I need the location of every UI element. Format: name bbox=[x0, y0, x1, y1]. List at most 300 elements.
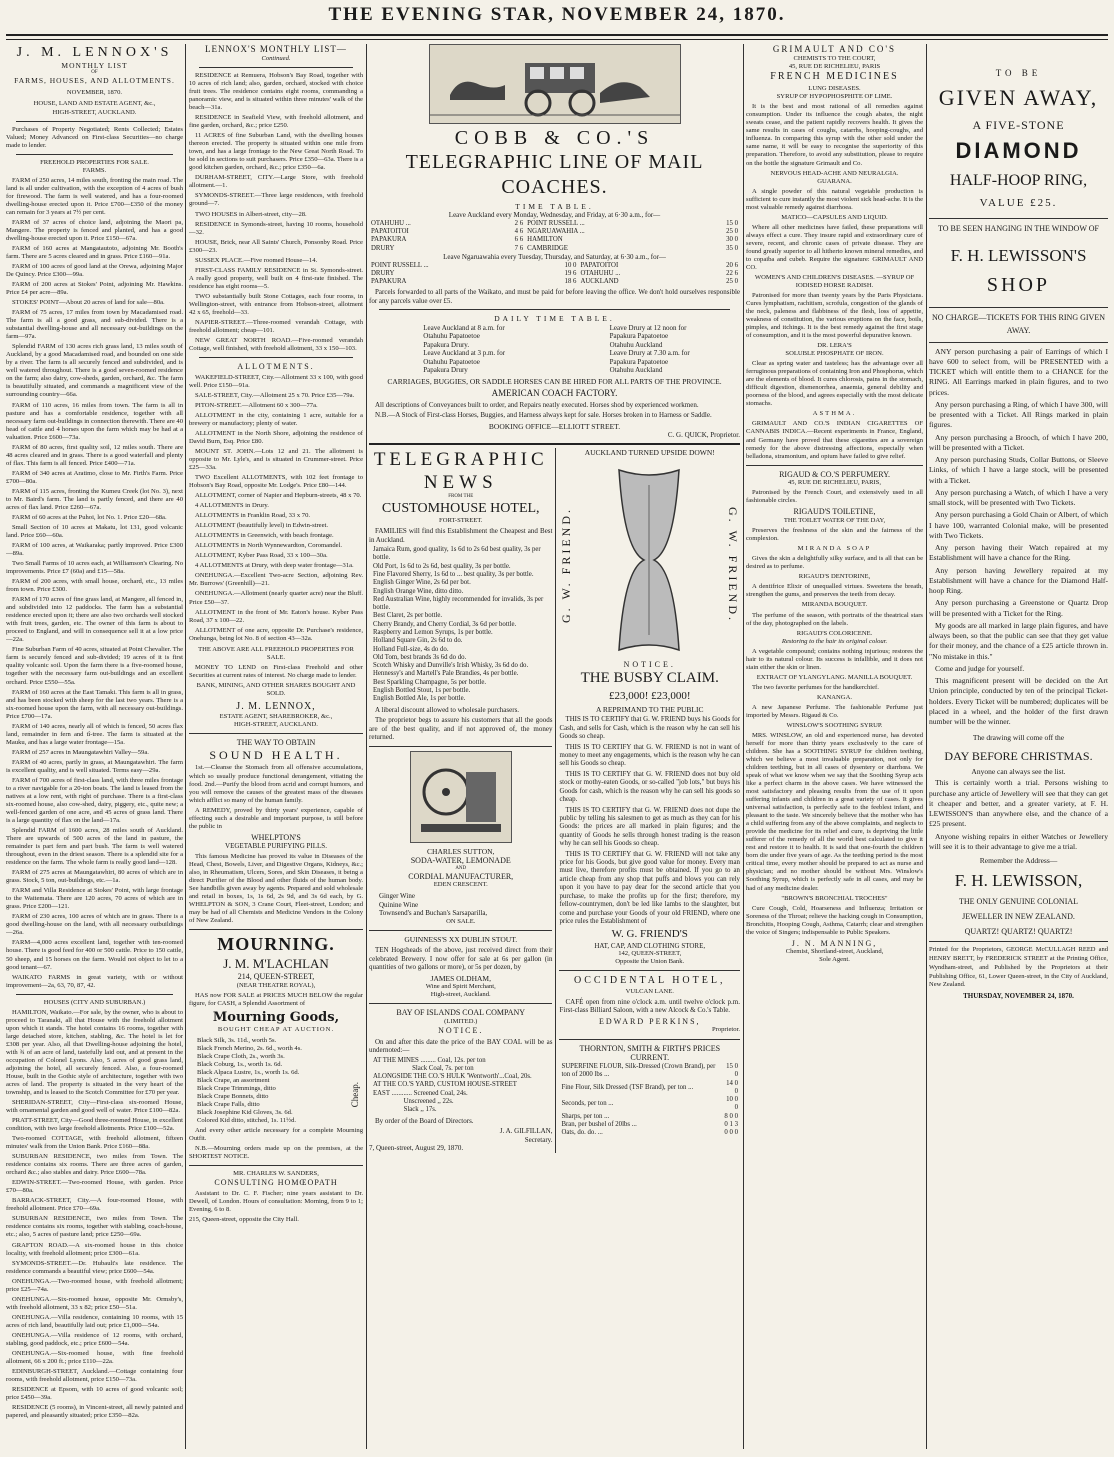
only-genuine: THE ONLY GENUINE COLONIAL bbox=[958, 896, 1079, 906]
farm-listing: FARM of 110 acres, 16 miles from town. The farm is all in pasture and has a comfortable residence, together with all necessary farm out-buildings in connection therewith. There are 40 head of cattle and 4 horses upon the farm which may be had at a valuation. Price £600—73a. bbox=[6, 401, 183, 441]
column-divider bbox=[743, 44, 744, 1449]
thornton-title: THORNTON, SMITH & FIRTH'S PRICES CURRENT. bbox=[579, 1043, 721, 1063]
guinness-title: GUINNESS'S XX DUBLIN STOUT. bbox=[404, 935, 518, 945]
column-grimault bbox=[746, 44, 923, 1449]
daily-row: Papakura Papatoetoe bbox=[609, 332, 669, 341]
masthead-rule-thin bbox=[6, 39, 1108, 40]
wine-item: Best Sparkling Champagne, 5s per bottle. bbox=[373, 678, 487, 686]
wine-item: Old Port, 1s 6d to 2s 6d, best quality, 3s per bottle. bbox=[373, 562, 511, 570]
wine-item: Cherry Brandy, and Cherry Cordial, 3s 6d per bottle. bbox=[373, 620, 517, 628]
house-listing: HAMILTON, Waikato.—For sale, by the owner, who is about to proceed to Taranaki, all that House with the freehold allotment upon which it stands. The hotel contains 16 rooms, together with large detached store, kitchen, stabling, &c. The hotel is let for £308 per year. Also, all that Dwelling-house adjoining the hotel, with ¾ of an acre of land, tastefully laid out, and at present in the occupation of Colonel Lyons. Also, 5 acres of good grass land, adjoining the hotel, all securely fenced. Also, a four-roomed House, built in the Gothic style of architecture, together with two acres of land. The property is situated in the very heart of the township, and is leased to the Scotch Committee for £70 per year. bbox=[6, 1008, 183, 1096]
farm-listing: FARM—4,000 acres excellent land, together with ten-roomed house. There is good feed for 400 or 500 cattle. Price to 150 cattle, 50 sheep, and 15 horses on the farm. Would not object to let to a good tenant—67. bbox=[6, 939, 183, 971]
freehold-note: THE ABOVE ARE ALL FREEHOLD PROPERTIES FOR SALE. bbox=[198, 645, 354, 661]
half-hoop-ring: HALF-HOOP RING, bbox=[949, 172, 1088, 190]
remember-address: Remember the Address— bbox=[979, 856, 1058, 866]
sutton-trade-2: CORDIAL MANUFACTURER, bbox=[408, 871, 514, 881]
mclachlan-text: HAS now FOR SALE at PRICES MUCH BELOW the regular figure, for CASH, a Splendid Assortment of bbox=[189, 991, 363, 1007]
house-listing: ONEHUNGA.—Two-roomed house, with freehold allotment; price £25—74a. bbox=[6, 1277, 183, 1293]
lung-title: LUNG DISEASES. bbox=[808, 85, 861, 93]
lewisson-paragraph: Any person purchasing Studs, Collar Buttons, or Sleeve Links, of which I have a large stock, will be presented with a Ticket. bbox=[929, 455, 1108, 485]
friend-name: W. G. FRIEND'S bbox=[611, 928, 688, 941]
masthead bbox=[0, 4, 1114, 32]
daily-row: Otahuhu Auckland bbox=[609, 340, 663, 349]
flour-row: Seconds, per ton ... 10 0 0 bbox=[561, 1096, 738, 1112]
residence-listing: TWO HOUSES in Albert-street, city—28. bbox=[195, 210, 307, 218]
list-date: NOVEMBER, 1870. bbox=[66, 89, 123, 97]
allotment-listing: ALLOTMENT in the city, containing 1 acre, suitable for a brewery or manufactory; plenty of water. bbox=[189, 411, 363, 427]
residence-listing: NAPIER-STREET.—Three-roomed verandah Cottage, with freehold allotment; cheap—101. bbox=[189, 318, 363, 334]
five-stone: A FIVE-STONE bbox=[972, 117, 1065, 132]
whelpton-title: WHELPTON'S bbox=[251, 832, 301, 842]
farm-listing: FARM of 75 acres, 17 miles from town by Macadamised road. The farm is all a good grass, and sub-divided. There is a substantial dwelling-house and all necessary out-buildings on the farm—97a. bbox=[6, 309, 183, 341]
mail-coach-illustration bbox=[429, 44, 681, 124]
residence-list bbox=[189, 72, 363, 353]
daily-row: Leave Drury at 12 noon for bbox=[609, 323, 687, 332]
bay-limited: (LIMITED.) bbox=[444, 1017, 478, 1025]
winslow-title: WINSLOW'S SOOTHING SYRUP. bbox=[786, 721, 883, 729]
telegraphic-line-title: TELEGRAPHIC LINE OF MAIL COACHES. bbox=[405, 151, 704, 198]
manning-name: J. N. MANNING, bbox=[791, 938, 878, 948]
intro-text: Purchases of Property Negotiated; Rents Collected; Estates Valued; Money Advanced on First-class Securities—no charge made to lender. bbox=[6, 125, 183, 149]
reprimand: A REPRIMAND TO THE PUBLIC bbox=[595, 705, 704, 715]
grimault-address: 45, RUE DE RICHELIEU, PARIS bbox=[788, 63, 881, 70]
daily-row: Papakura Papatoetoe bbox=[609, 357, 669, 366]
sutton-item: Ginger Wine bbox=[379, 892, 415, 901]
coal-row: EAST ............ Screened Coal, 24s. bbox=[373, 1089, 468, 1097]
lennox-signature-address: HIGH-STREET, AUCKLAND. bbox=[234, 721, 318, 729]
women-text: Patronised for more than twenty years by the Paris Physicians. Cures lymphatism, rachitism, scrofula, congestion of the glands of the neck, paleness and flabbiness of the flesh, loss of appetite, weakness of constitution, the various eruptions on the face, boils, pimples, and itchings. It is the best remedy against the first stage of consumption, and it is the most powerful depurative known. bbox=[746, 291, 923, 340]
friend-address: 142, QUEEN-STREET, bbox=[618, 950, 682, 958]
newspaper-title: THE EVENING STAR, NOVEMBER 24, 1870. bbox=[328, 4, 786, 25]
farm-listing: Fine Suburban Farm of 40 acres, situated at Point Chevalier. The farm is securely fenced and sub-divided; 19 acres of it is first quality volcanic soil. Upon the farm there is a five-roomed house, together with the necessary farm out-buildings and an excellent orchard. Price £550—55a. bbox=[6, 646, 183, 686]
farm-listing: FARM of 40 acres, partly in grass, at Maungatawhiri. The farm is excellent quality, and is well situated. Terms easy—29a. bbox=[6, 758, 183, 774]
manning-agent: Sole Agent. bbox=[819, 956, 850, 964]
coal-row: AT THE MINES ......... Coal, 12s. per ton bbox=[373, 1056, 486, 1064]
house-listing: BARRACK-STREET, City.—A four-roomed House, with freehold allotment. Price £70—69a. bbox=[6, 1197, 183, 1213]
rigaud-address: 45, RUE DE RICHELIEU, PARIS, bbox=[788, 479, 881, 487]
farm-listing: Small Section of 10 acres at Makatu, lot 131, good volcanic land. Price £60—60a. bbox=[6, 523, 183, 539]
lewisson-paragraph: Any person having their Watch repaired at my Establishment will have a chance for the Ring. bbox=[929, 543, 1108, 563]
farm-listing: FARM of 275 acres at Maungatawhiri, 80 acres of which are in grass. Stock, 5 ton, out-buildings, etc.—1a. bbox=[6, 869, 183, 885]
vulcan-lane: VULCAN LANE. bbox=[625, 987, 674, 995]
residence-listing: HOUSE, Brick, near All Saints' Church, Ponsonby Road. Price £300—23. bbox=[189, 238, 363, 254]
allotment-listing: 4 ALLOTMENTS in Drury. bbox=[195, 502, 269, 510]
fares-table-auckland bbox=[369, 220, 740, 253]
customhouse-subcolumn bbox=[369, 448, 556, 1153]
rigaud-title: RIGAUD & CO.'S PERFUMERY. bbox=[779, 469, 890, 479]
matico-text: Where all other medicines have failed, these preparations will always effect a cure. They insure rapid and extraordinary cure of severe, recent, and chronic cases of private disease. They are found greatly superior to all hitherto known mineral remedies, and to copaiba and cubeb. Require the signature: GRIMAULT AND CO. bbox=[746, 223, 923, 271]
daily-row: Otahuhu Papatoetoe bbox=[423, 332, 480, 341]
daily-timetable-title: DAILY TIME TABLE. bbox=[494, 314, 615, 324]
booking-office: BOOKING OFFICE—ELLIOTT STREET. bbox=[488, 421, 621, 431]
flour-row: SUPERFINE FLOUR, Silk-Dressed (Crown Brand), per ton of 2000 lbs ... 15 0 0 bbox=[561, 1063, 738, 1079]
allotment-listing: ALLOTMENT (beautifully level) in Edwin-street. bbox=[195, 522, 328, 530]
house-listing: EDINBURGH-STREET, Auckland.—Cottage containing four rooms, with freehold allotment, price £150—73a. bbox=[6, 1367, 183, 1383]
farm-listing: FARM of 160 acres at the East Tamaki. This farm is all in grass, and has been stocked with sheep for the last two years. There is a six-roomed house upon the farm, with all necessary out-buildings. Price £700—17a. bbox=[6, 688, 183, 720]
house-listing: SYMONDS-STREET.—Dr. Hubault's late residence. The residence commands a beautiful view; price £600—54a. bbox=[6, 1259, 183, 1275]
occidental-title: OCCIDENTAL HOTEL, bbox=[574, 975, 726, 987]
wine-item: English Bottled Ale, 1s per bottle. bbox=[373, 695, 466, 703]
ylang-title: EXTRACT OF YLANGYLANG. MANILLA BOUQUET. bbox=[756, 673, 913, 681]
allotment-listing: ALLOTMENTS in Greenwich, with beach frontage. bbox=[195, 532, 334, 540]
families-text: FAMILIES will find this Establishment the Cheapest and Best in Auckland. bbox=[369, 527, 553, 544]
lera-text: Clear as spring water and tasteless; has the advantage over all ferruginous preparations of containing Iron and Phosphorus, which are the elements of blood. It cures chlorosis, pains in the stomach, difficult digestion, dismenorrhea, anaemia, general debility and poorness of the blood, and agrees especially with the most delicate stomachs. bbox=[746, 360, 923, 408]
bouquet-text: The perfume of the season, with portraits of the theatrical stars of the day, photographed on the labels. bbox=[746, 611, 923, 627]
sutton-and: AND bbox=[455, 865, 467, 871]
lennox-signature-title: ESTATE AGENT, SHAREBROKER, &c., bbox=[219, 713, 333, 721]
coal-row: ALONGSIDE THE CO.'S HULK 'Wentworth'...Coal, 20s. bbox=[373, 1073, 532, 1081]
of-label: OF bbox=[91, 70, 98, 76]
house-listing: GRAFTON ROAD.—A six-roomed house in this choice locality, with freehold allotment; price £300—61a. bbox=[6, 1241, 183, 1257]
lennox-continued-header: LENNOX'S MONTHLY LIST— bbox=[205, 44, 347, 54]
allotment-listing: ALLOTMENT, corner of Napier and Hepburn-streets, 48 x 70. bbox=[195, 492, 362, 500]
mclachlan-name: J. M. M'LACHLAN bbox=[223, 956, 329, 972]
flour-row: Sharps, per ton ... 8 0 0 bbox=[561, 1112, 738, 1120]
goods-item: Black Crape Bonnets, ditto bbox=[197, 1093, 269, 1101]
allotments-list bbox=[189, 374, 363, 643]
daily-row: Otahuhu Auckland bbox=[609, 366, 663, 375]
lewisson-paragraph: Any person purchasing a Ring, of which I have 300, will be presented with a Ticket. All Rings marked in plain figures. bbox=[929, 399, 1108, 430]
farm-listing: Splendid FARM of 130 acres rich grass land, 13 miles south of Auckland, by a good Macadamised road, and bounded on one side by a river. The farm is all securely fenced and subdivided, and is well watered throughout. There is a good seven-roomed residence on the farm; also dairy, cow-sheds, garden, orchard, &c. The farm is beautifully situated, and commands a magnificent view of the surrounding country—66a. bbox=[6, 343, 183, 399]
sutton-trade-1: SODA-WATER, LEMONADE bbox=[410, 855, 511, 865]
lera-sub: SOLUBLE PHOSPHATE OF IRON. bbox=[785, 350, 884, 358]
fare-row: DRURY 7 6 CAMBRIDGE 35 0 bbox=[371, 244, 738, 252]
wine-item: Red Australian Wine, highly recommended for invalids, 3s per bottle. bbox=[373, 595, 544, 612]
syrup-text: It is the best and most rational of all remedies against consumption. Under its influence the cough abates, the night sweats cease, and the patient rapidly recovers health. It gives the same results in cases of coughs, catarrhs, hooping-coughs, and influenza. In comparing this syrup with the other sold under the same name, it will be easy to recognise the superiority of this preparation. Therefore, to avoid any substitution, please to require on the bottle the signature Grimault and Co. bbox=[746, 103, 923, 167]
coal-row: Unscreened ,, 22s. bbox=[373, 1097, 454, 1105]
agent-line: HOUSE, LAND AND ESTATE AGENT, &c., bbox=[33, 100, 156, 108]
houses-list bbox=[6, 1009, 183, 1420]
agent-address: HIGH-STREET, AUCKLAND. bbox=[52, 108, 137, 116]
gw-friend-left: G. W. FRIEND. bbox=[559, 506, 574, 623]
winslow-text: MRS. WINSLOW, an old and experienced nurse, has devoted herself for more than thirty years exclusively to the care of children. She has a SOOTHING SYRUP for children teething, which we believe a most invaluable preparation, not only for children teething, but in all cases of dysentery or diarrhœa. We speak of what we know when we say that the Soothing Syrup acts like a perfect charm in the above cases. We have witnessed the most satisfactory and pleasing results from the use of it upon suffering infants and children in a great variety of cases. It gives universal satisfaction, is perfectly safe to the feeblest infant, and pleasant to the taste. We sincerely believe that the mother who has a child suffering from any of the above complaints, and neglects to provide the medicine for its relief and cure, is depriving the little sufferer of the remedy of all the world best calculated to give it rest and restore it to health. It is said that one-fourth the children born die under five years of age. As the teething period is the most critical time, every mother should be prepared to act as nurse and physician; and no mother should be without Mrs. Winslow's Soothing Syrup, which is perfectly safe in all cases, and may be had of any medicine dealer. bbox=[746, 731, 923, 892]
allotment-listing: ALLOTMENT, Kyber Pass Road, 33 x 100—30a. bbox=[195, 552, 328, 560]
allotment-listing: PITON-STREET.—Allotment 60 x 300—77a. bbox=[195, 401, 318, 409]
farm-listing: WAIKATO FARMS in great variety, with or without improvement—2a, 63, 70, 87, 42. bbox=[6, 973, 183, 989]
asthma-text: GRIMAULT AND CO.'S INDIAN CIGARETTES OF CANNABIS INDICA.—Recent experiments in France, England, and Germany have proved that these cigarettes are a sovereign remedy for the above distressing affections, especially when belladona, stramonium, and opium have failed to give relief. bbox=[746, 420, 923, 460]
from-the-label: FROM THE bbox=[448, 493, 474, 499]
goods-item: Black Coburg, 1s., worth 1s. 6d. bbox=[197, 1060, 283, 1068]
lewisson-paragraph: Any person purchasing a Brooch, of which I have 200, will be presented with a Ticket. bbox=[929, 432, 1108, 452]
goods-item: Black Josephine Kid Gloves, 3s. 6d. bbox=[197, 1109, 293, 1117]
lewisson-paragraph: ANY person purchasing a pair of Earrings of which I have 600 to select from, will be PRESENTED with a TICKET which will entitle them to a CHANCE for the RING. All Earrings marked in plain figures, and to two prices. bbox=[929, 346, 1108, 397]
wines-list bbox=[369, 546, 552, 703]
whelpton-text: This famous Medicine has proved its value in Diseases of the Head, Chest, Bowels, Liver, and Digestive Organs, Kidneys, &c.; also, in Rheumatism, Ulcers, Sores, and Skin Diseases, it being a direct Purifier of the Blood and other fluids of the human body. See handbills given away by agents. Prepared and sold wholesale and retail in boxes, 1s, 1s 6d, 2s 9d, and 3s 6d each, by G. WHELPTON & SON, 3 Crane Court, Fleet-street, London; and may be had of all Chemists and Medicine Vendors in the Colony of New Zealand. bbox=[189, 853, 363, 925]
wine-item: Best Claret, 2s per bottle. bbox=[373, 612, 443, 620]
toiletine-title: RIGAUD'S TOILETINE, bbox=[793, 507, 876, 517]
continued-label: Continued. bbox=[261, 54, 291, 62]
sanders-address: 215, Queen-street, opposite the City Hall. bbox=[189, 1216, 299, 1224]
fare-row: PAPATOITOI 4 6 NGARUAWAHIA ... 25 0 bbox=[371, 228, 738, 236]
day-before-christmas: DAY BEFORE CHRISTMAS. bbox=[944, 748, 1093, 763]
house-listing: ONEHUNGA.—Villa residence of 12 rooms, with orchard, stabling, good paddock, etc.; price £600—54a. bbox=[6, 1331, 183, 1347]
sanders-text: Assistant to Dr. C. F. Fischer; nine years assistant to Dr. Dewell, of London. Hours of consultation: Morning, from 9 to 1; Evening, 6 to 8. bbox=[189, 1190, 363, 1214]
sutton-onsale: ON SALE. bbox=[446, 918, 476, 926]
fare-row: POINT RUSSELL ... 10 0 PAPATOITOI 20 6 bbox=[371, 261, 738, 269]
way-title: THE WAY TO OBTAIN bbox=[236, 738, 316, 748]
wine-item: English Bottled Stout, 1s per bottle. bbox=[373, 686, 471, 694]
farm-listing: FARM of 140 acres, nearly all of which is fenced, 50 acres flax land, remainder in fern and tî-tree. The farm is situated at the Mauku, and has a large water frontage—15a. bbox=[6, 722, 183, 746]
farm-listing: FARM of 200 acres at Stokes' Point, adjoining Mr. Hawkins. Price £4 per acre—89a. bbox=[6, 281, 183, 297]
lewisson-paragraph: Any person purchasing a Greenstone or Quartz Drop will be presented with a Ticket for the Ring. bbox=[929, 598, 1108, 618]
fare-row: DRURY 19 6 OTAHUHU ... 22 6 bbox=[371, 269, 738, 277]
grimault-sub: CHEMISTS TO THE COURT, bbox=[793, 54, 876, 62]
fares-table-ngaruawahia bbox=[369, 262, 740, 287]
daily-row: Leave Auckland at 8 a.m. for bbox=[423, 323, 505, 332]
lewisson-paragraph: Come and judge for yourself. bbox=[935, 663, 1025, 673]
fort-street: FORT-STREET. bbox=[439, 517, 483, 525]
leave-auckland: Leave Auckland every Monday, Wednesday, and Friday, at 6·30 a.m., for— bbox=[448, 211, 661, 220]
cafe-text: CAFÉ open from nine o'clock a.m. until twelve o'clock p.m. First-class Billiard Saloon, with a new Alcock & Co.'s Table. bbox=[559, 997, 740, 1015]
house-listing: EDWIN-STREET.—Two-roomed House, with garden. Price £70—80a. bbox=[6, 1179, 183, 1195]
machine-icon bbox=[411, 752, 511, 842]
leave-ngaruawahia: Leave Ngaruawahia every Tuesday, Thursday, and Saturday, at 6·30 a.m., for— bbox=[443, 252, 666, 261]
busby-notice: NOTICE. bbox=[623, 659, 676, 669]
factory-nb: N.B.—A Stock of First-class Horses, Buggies, and Harness always kept for sale. Horses broken in to Harness or Saddle. bbox=[375, 411, 712, 420]
miranda-soap-title: MIRANDA SOAP bbox=[797, 545, 872, 553]
flour-row: Oats, do. do. ... 0 0 0 bbox=[561, 1129, 738, 1137]
manning-title: Chemist, Shortland-street, Auckland, bbox=[785, 948, 884, 956]
residence-listing: TWO substantially built Stone Cottages, each four rooms, in Wellington-street, with entrance from Hobson-street, allotment 42 x 65, freehold—33. bbox=[189, 292, 363, 316]
friend-trade: HAT, CAP, AND CLOTHING STORE, bbox=[594, 941, 706, 950]
farm-listing: Splendid FARM of 1600 acres, 28 miles south of Auckland. There are upwards of 500 acres of the land in pasture, the remainder is part fern and part bush. The farm is well watered throughout, even in the driest season. There is a splendid site for a residence on the farm. The whole farm is really good land—128. bbox=[6, 827, 183, 867]
coal-price-list bbox=[369, 1057, 552, 1115]
allotment-listing: MOUNT ST. JOHN.—Lots 12 and 21. The allotment is opposite to Mr. Lyle's, and is situated in Crummer-street. Price £25—33a. bbox=[189, 448, 363, 472]
wine-item: Scotch Whisky and Dunville's Irish Whisky, 3s 6d do do. bbox=[373, 662, 529, 670]
bank-note: BANK, MINING, AND OTHER SHARES BOUGHT AND SOLD. bbox=[196, 681, 356, 697]
sutton-item: Townsend's and Buchan's Sarsaparilla, bbox=[379, 909, 488, 918]
timetable-title: TIME TABLE. bbox=[515, 202, 594, 212]
allotment-listing: WAKEFIELD-STREET, City.—Allotment 33 x 100, with good well. Price £150—91a. bbox=[189, 373, 363, 389]
house-listing: ONEHUNGA.—Six-roomed house, with fine freehold allotment, 66 x 200 ft.; price £110—22a. bbox=[6, 1349, 183, 1365]
sound-health-title: SOUND HEALTH. bbox=[209, 747, 343, 762]
quick-signature: C. G. QUICK, Proprietor. bbox=[667, 431, 740, 440]
kananga-text: A new Japanese Perfume. The fashionable Perfume just imported by Messrs. Rigaud & Co. bbox=[746, 703, 923, 719]
column-divider bbox=[185, 44, 186, 1449]
proprietor-text: The proprietor begs to assure his customers that all the goods are of the best quality, and if not approved of, the money returned. bbox=[369, 716, 553, 742]
rigaud-text: Patronised by the French Court, and extensively used in all fashionable circles. bbox=[746, 489, 923, 505]
house-listing: ONEHUNGA.—Villa residence, containing 10 rooms, with 15 acres of rich land, beautifully laid out; price £1,000—54a. bbox=[6, 1313, 183, 1329]
lewisson-paragraph: Any person having Jewellery repaired at my Establishment will have a chance for the Diamond Half-hoop Ring. bbox=[929, 565, 1108, 596]
wine-item: Raspberry and Lemon Syrups, 1s per bottle. bbox=[373, 629, 493, 636]
factory-title: AMERICAN COACH FACTORY. bbox=[491, 387, 618, 398]
allotment-listing: ALLOTMENT of one acre, opposite Dr. Purchase's residence, Onehunga, being lot No. 8 of section 43—32a. bbox=[189, 626, 363, 642]
busby-title: THE BUSBY CLAIM. bbox=[580, 670, 719, 687]
residence-listing: RESIDENCE at Remuera, Hobson's Bay Road, together with 10 acres of rich land; also, garden, orchard, stocked with choice fruit trees. The residence contains eight rooms, commanding a panoramic view, and is situated within three minutes' walk of the beach—31a. bbox=[189, 72, 363, 112]
column-lennox-continued bbox=[189, 44, 363, 1449]
wine-item: Fine Flavored Sherry, 1s 6d to ... best quality, 3s per bottle. bbox=[373, 571, 534, 579]
flour-price-table bbox=[559, 1063, 740, 1138]
house-listing: SUBURBAN RESIDENCE, two miles from Town. The residence contains six rooms, together with stabling, coach-house, etc.; also, 5 acres of pasture land; price £250—69a. bbox=[6, 1215, 183, 1239]
perkins-title: Proprietor. bbox=[711, 1026, 740, 1034]
farm-listing: FARM of 100 acres of good land at the Orewa, adjoining Major De Quincy. Price £300—99a. bbox=[6, 263, 183, 279]
certain-trial: This is certainly worth a trial. Persons wishing to purchase any article of Jewellery will see that they can get it cheaper and better, and a greater variety, at F. H. LEWISSON'S than anywhere else, and the chance of a £25 present. bbox=[929, 778, 1108, 829]
see-list: Anyone can always see the list. bbox=[971, 767, 1066, 777]
bay-notice: NOTICE. bbox=[438, 1025, 484, 1035]
wine-item: Old Tom, best brands 3s 6d do do. bbox=[373, 653, 467, 661]
guarana-title: GUARANA. bbox=[817, 177, 852, 185]
allotment-listing: 4 ALLOTMENTS at Drury, with deep water frontage—31a. bbox=[195, 562, 354, 570]
farm-listing: FARM of 700 acres of first-class land, with three miles frontage to a river navigable for a 20-ton boats. The land is leased from the natives at a low rent, with right of purchase. There is a first-class six-roomed house, also cow-shed, dairy, piggery, etc., quite new; a well-fenced garden of one acre, and 45 acres of grass land. There is a large quantity of flax on the land—17a. bbox=[6, 776, 183, 825]
lewisson-paragraph: This magnificent present will be decided on the Art Union principle, conducted by ten of the principal Ticket-holders. Every Ticket will be numbered; duplicates will be placed in a wheel, and the holder of the first drawn number will be the winner. bbox=[929, 676, 1108, 727]
given-away: GIVEN AWAY, bbox=[938, 84, 1099, 110]
bouquet-title: MIRANDA BOUQUET. bbox=[801, 601, 868, 609]
column-cobb-and-friend bbox=[369, 44, 740, 1449]
fare-row: PAPAKURA 18 6 AUCKLAND 25 0 bbox=[371, 278, 738, 286]
farm-listing: FARM and Villa Residence at Stokes' Point, with large frontage to the Waitemata. There are 120 acres, 70 acres of which are in grass. Price £200—121. bbox=[6, 887, 183, 911]
carriages-note: CARRIAGES, BUGGIES, OR SADDLE HORSES CAN BE HIRED FOR ALL PARTS OF THE PROVINCE. bbox=[387, 376, 722, 386]
miranda-soap-text: Gives the skin a delightfully silky surface, and is all that can be desired as to perfume. bbox=[746, 555, 923, 571]
lennox-signature: J. M. LENNOX, bbox=[236, 700, 316, 712]
house-listing: RESIDENCE (5 rooms), in Vincent-street, all newly painted and papered, and pleasantly situated; price £350—82a. bbox=[6, 1404, 183, 1420]
french-medicines-title: FRENCH MEDICINES bbox=[770, 71, 899, 83]
wine-item: Hennessy's and Martell's Pale Brandies, 4s per bottle. bbox=[373, 670, 519, 678]
sutton-address: EDEN CRESCENT. bbox=[433, 881, 488, 889]
shop-title: SHOP bbox=[986, 273, 1051, 296]
farm-listing: Two Small Farms of 10 acres each, at Williamson's Clearing. No improvements. Price £7 (60a) and £15—58a. bbox=[6, 560, 183, 576]
sanders-title: CONSULTING HOMŒOPATH bbox=[214, 1178, 338, 1188]
syrup-title: SYRUP OF HYPOPHOSPHITE OF LIME. bbox=[776, 93, 893, 101]
gilfillan-name: J. A. GILFILLAN, bbox=[499, 1127, 553, 1136]
busby-paragraph: THIS IS TO CERTIFY that G. W. FRIEND will not take any price for his Goods, but give good value for money. Every man must live, therefore profits must be obtained. If you go to an article cheap from any shop that puffs and blows you can rely upon it you have to pay dear for the second article that you purchase, to make the profits up for the first; therefore, my fellow-countrymen, don't be led like lambs to the slaughter, but come and purchase your Goods of your old FRIEND, where one price rules the Establishment of bbox=[559, 850, 740, 926]
imprint-date: THURSDAY, NOVEMBER 24, 1870. bbox=[963, 992, 1074, 1001]
house-listing: SUBURBAN RESIDENCE, two miles from Town. The residence contains six rooms. There are three acres of garden, orchard &c.; also stables and dairy. Price £600—78a. bbox=[6, 1153, 183, 1177]
gw-friend-right: G. W. FRIEND. bbox=[726, 506, 740, 623]
tel-news-title-2: NEWS bbox=[423, 471, 498, 493]
farm-listing: FARM of 100 acres, at Waikaraka; partly improved. Price £300—89a. bbox=[6, 542, 183, 558]
goods-item: Colored Kid ditto, stitched, 1s. 11½d. bbox=[197, 1117, 297, 1125]
farm-listing: FARM of 37 acres of choice land, adjoining the Maori pa, Mangere. The property is fenced and planted, and has a good dwelling-house erected upon it. Price £150—67a. bbox=[6, 218, 183, 242]
farms-title: FARMS. bbox=[82, 166, 107, 174]
farm-listing: FARM of 257 acres in Maungatawhiri Valley—59a. bbox=[12, 748, 149, 756]
goods-item: Black Silk, 3s. 11d., worth 5s. bbox=[197, 1036, 277, 1044]
mourning-goods-title: Mourning Goods, bbox=[212, 1009, 340, 1025]
women-title: WOMEN'S AND CHILDREN'S DISEASES. —SYRUP OF IODISED HORSE RADISH. bbox=[754, 273, 915, 289]
house-listing: RESIDENCE at Epsom, with 10 acres of good volcanic soil; price £450—39a. bbox=[6, 1386, 183, 1402]
fare-row: PAPAKURA 6 6 HAMILTON 30 0 bbox=[371, 236, 738, 244]
parcels-note: Parcels forwarded to all parts of the Waikato, and must be paid for before leaving the office. We don't hold ourselves responsible for any parcels value over £5. bbox=[369, 288, 740, 305]
drawing-note: The drawing will come off the bbox=[972, 733, 1065, 743]
nervous-title: NERVOUS HEAD-ACHE AND NEURALGIA. bbox=[770, 169, 899, 177]
goods-list bbox=[193, 1037, 363, 1125]
residence-listing: NEW GREAT NORTH ROAD.—Five-roomed verandah Cottage, well finished, with freehold allotment, 33 x 150—103. bbox=[189, 336, 363, 352]
coloricene-sub: Restoring to the hair its original colour. bbox=[781, 637, 888, 645]
residence-listing: SYMONDS-STREET.—Three large residences, with freehold ground—7. bbox=[189, 192, 363, 208]
goods-item: Black Crape, an assortment bbox=[197, 1076, 270, 1084]
health-text: 1st.—Cleanse the Stomach from all offensive accumulations, which so usually produce functional derangement, vitiating the food. 2nd.—Purify the blood from acrid and corrupt humors, and you will remove the causes of the greatest mass of the diseases which afflict so many of the human family. bbox=[189, 764, 363, 804]
farm-listing: FARM of 250 acres, 14 miles south, fronting the main road. The land is all under cultivation, with the exception of 4 acres of bush for firewood. The farm is well watered, and has a four-roomed dwelling-house erected upon it. Price £700—£350 of the money can remain for 3 years at 7½ per cent. bbox=[6, 176, 183, 216]
residence-listing: SUSSEX PLACE.—Five roomed House—14. bbox=[195, 256, 318, 264]
matico-title: MATICO—CAPSULES AND LIQUID. bbox=[781, 213, 888, 221]
lewisson-paragraph: Any person purchasing a Watch, of which I have a very small stock, will be presented with Two Tickets. bbox=[929, 487, 1108, 508]
sutton-name: CHARLES SUTTON, bbox=[427, 846, 495, 856]
factory-text: All descriptions of Conveyances built to order, and Repairs neatly executed. Horses shod by experienced workmen. bbox=[375, 400, 699, 409]
farm-listing: FARM of 340 acres at Aratimo, close to Mr. Firth's Farm. Price £700—80a. bbox=[6, 469, 183, 485]
residence-listing: FIRST-CLASS FAMILY RESIDENCE in St. Symonds-street. A really good property, well built on 4 first-rate finished. The residence has eight rooms—5. bbox=[189, 266, 363, 290]
allotment-listing: SALE-STREET, City.—Allotment 25 x 70. Price £35—79a. bbox=[195, 391, 355, 399]
coloricene-text: A vegetable compound; contains nothing injurious; restores the hair to its natural colour. Its success is infallible, and it does not stain either the skin or linen. bbox=[746, 647, 923, 671]
daily-row: Papakura Drury. bbox=[423, 340, 470, 349]
cheap-label: Cheap. bbox=[350, 1081, 361, 1108]
ring-value: VALUE £25. bbox=[979, 196, 1058, 209]
to-be: TO BE bbox=[995, 68, 1042, 78]
houses-title: HOUSES (CITY AND SUBURBAN.) bbox=[43, 998, 146, 1006]
allotment-listing: ONEHUNGA.—Excellent Two-acre Section, adjoining Rev. Mr. Burrows' (Greenhill)—21. bbox=[189, 572, 363, 588]
wine-item: English Ginger Wine, 2s 6d per bot. bbox=[373, 579, 471, 587]
lewisson-shop-name: F. H. LEWISSON'S bbox=[950, 245, 1087, 265]
money-note: MONEY TO LEND on First-class Freehold and other Securities at current rates of interest. No charge made to lender. bbox=[189, 663, 363, 679]
toiletine-text: Preserves the freshness of the skin and the fairness of the complexion. bbox=[746, 527, 923, 543]
grimault-title: GRIMAULT AND CO'S bbox=[772, 44, 897, 54]
allotment-listing: TWO Excellent ALLOTMENTS, with 102 feet frontage to Hobson's Bay Road, opposite Mr. Lodge's. Price £80—144. bbox=[189, 474, 363, 490]
goods-item: Black Crape Cloth, 2s., worth 3s. bbox=[197, 1052, 285, 1060]
goods-item: Black Crape Trimmings, ditto bbox=[197, 1085, 276, 1093]
toiletine-sub: THE TOILET WATER OF THE DAY, bbox=[783, 517, 886, 525]
daily-row: Otahuhu Papatoetoe bbox=[423, 357, 480, 366]
remedy-text: A REMEDY, proved by thirty years' experience, capable of effecting such a desirable and important purpose, is still before the public in bbox=[189, 806, 363, 830]
seen-in-window: TO BE SEEN HANGING IN THE WINDOW OF bbox=[938, 224, 1099, 234]
busby-amount: £23,000! £23,000! bbox=[608, 689, 691, 702]
coloricene-title: RIGAUD'S COLORICENE. bbox=[796, 629, 873, 637]
wine-item: English Orange Wine, ditto ditto. bbox=[373, 587, 464, 595]
house-listing: SHERIDAN-STREET, City—First-class six-roomed House, with ornamental garden and good well of water. Price £100—82a. bbox=[6, 1099, 183, 1115]
lewisson-paragraph: Any person purchasing a Gold Chain or Albert, of which I have 100, warranted Colonial make, will be presented with Two Tickets. bbox=[929, 510, 1108, 540]
bay-text: On and after this date the price of the BAY COAL will be as undernoted:— bbox=[369, 1037, 553, 1055]
oldham-address: High-street, Auckland. bbox=[430, 990, 491, 998]
farm-listing: FARM of 60 acres at the Puhoi, lot No. 1. Price £20—68a. bbox=[12, 513, 167, 521]
allotments-title: ALLOTMENTS. bbox=[237, 362, 315, 371]
goods-nb: N.B.—Mourning orders made up on the premises, at the SHORTEST NOTICE. bbox=[189, 1145, 363, 1161]
mourning-title: MOURNING. bbox=[217, 934, 335, 955]
column-divider bbox=[366, 44, 367, 1449]
soda-machine-illustration bbox=[410, 751, 512, 843]
freehold-title: FREEHOLD PROPERTIES FOR SALE. bbox=[40, 158, 149, 166]
monthly-list-label: MONTHLY LIST bbox=[61, 61, 128, 71]
house-listing: ONEHUNGA.—Six-roomed house, opposite Mr. Ormsby's, with freehold allotment, 33 x 82; price £50—51a. bbox=[6, 1295, 183, 1311]
column-divider bbox=[926, 44, 927, 1449]
wine-item: Holland Square Gin, 2s 6d to do. bbox=[373, 637, 463, 645]
friend-opposite: Opposite the Union Bank. bbox=[615, 958, 685, 966]
daily-row: Leave Drury at 7.30 a.m. for bbox=[609, 349, 690, 358]
turned-upside-down: AUCKLAND TURNED UPSIDE DOWN! bbox=[584, 447, 715, 457]
oldham-name: JAMES OLDHAM, bbox=[430, 973, 491, 983]
sanders-name: MR. CHARLES W. SANDERS, bbox=[233, 1170, 319, 1178]
allotment-listing: ALLOTMENTS in North Wynnewardton, Coromandel. bbox=[195, 542, 343, 550]
house-listing: Two-roomed COTTAGE, with freehold allotment, fifteen minutes' walk from the Union Bank. Price £160—88a. bbox=[6, 1135, 183, 1151]
coal-row: AT THE CO.'S YARD, CUSTOM HOUSE-STREET bbox=[373, 1081, 517, 1089]
house-listing: PRATT-STREET, City—Good three-roomed House, in excellent condition, with two large freehold allotments. Price £100—52a. bbox=[6, 1117, 183, 1133]
mclachlan-address: 214, QUEEN-STREET, bbox=[237, 972, 315, 982]
farm-listing: FARM of 160 acres at Mangatautoto, adjoining Mr. Booth's farm. There are 5 acres cleared and in grass. Price £160—91a. bbox=[6, 244, 183, 260]
friend-illustration bbox=[559, 460, 740, 660]
coach-icon bbox=[430, 45, 680, 123]
hourglass-icon bbox=[604, 465, 694, 655]
daily-row: Papakura Drury bbox=[423, 366, 468, 375]
goods-item: Black French Merino, 2s. 6d., worth 4s. bbox=[197, 1044, 302, 1052]
discount-text: A liberal discount allowed to wholesale purchasers. bbox=[375, 705, 520, 714]
brown-text: Cure Cough, Cold, Hoarseness and Influenza; Irritation or Soreness of the Throat; relieve the hacking cough in Consumption, Bronchitis, Hooping Cough, Asthma, Catarrh; clear and strengthen the voice of Singers; indispensable to Public Speakers. bbox=[746, 904, 923, 936]
goods-item: Black Alpaca Lustre, 1s., worth 1s. 6d. bbox=[197, 1068, 300, 1076]
residence-listing: RESIDENCE in Seafield View, with freehold allotment, and fine garden, orchard, &c.; price £250. bbox=[189, 114, 363, 130]
lewisson-big: F. H. LEWISSON, bbox=[954, 871, 1083, 891]
flour-row: Bran, per bushel of 20lbs ... 0 1 3 bbox=[561, 1120, 738, 1128]
busby-paragraph: THIS IS TO CERTIFY that G. W. FRIEND does not buy old stock or mothy-eaten Goods, or so-called "job lots," but buys his Goods for cash, which is the reason why he can sell his goods so cheap. bbox=[559, 770, 740, 804]
farm-listing: FARM of 200 acres, with small house, orchard, etc., 13 miles from town. Price £300. bbox=[6, 578, 183, 594]
dentorine-title: RIGAUD'S DENTORINE, bbox=[798, 573, 871, 581]
bought-cheap: BOUGHT CHEAP AT AUCTION. bbox=[217, 1025, 335, 1033]
coal-row: Slack Coal, 7s. per ton bbox=[373, 1064, 474, 1072]
farm-listing: FARM of 80 acres, first quality soil, 12 miles south. There are 48 acres cleared and in grass. There is a good waterfall and plenty of flax. This farm is all fenced. Price £400—71a. bbox=[6, 443, 183, 467]
